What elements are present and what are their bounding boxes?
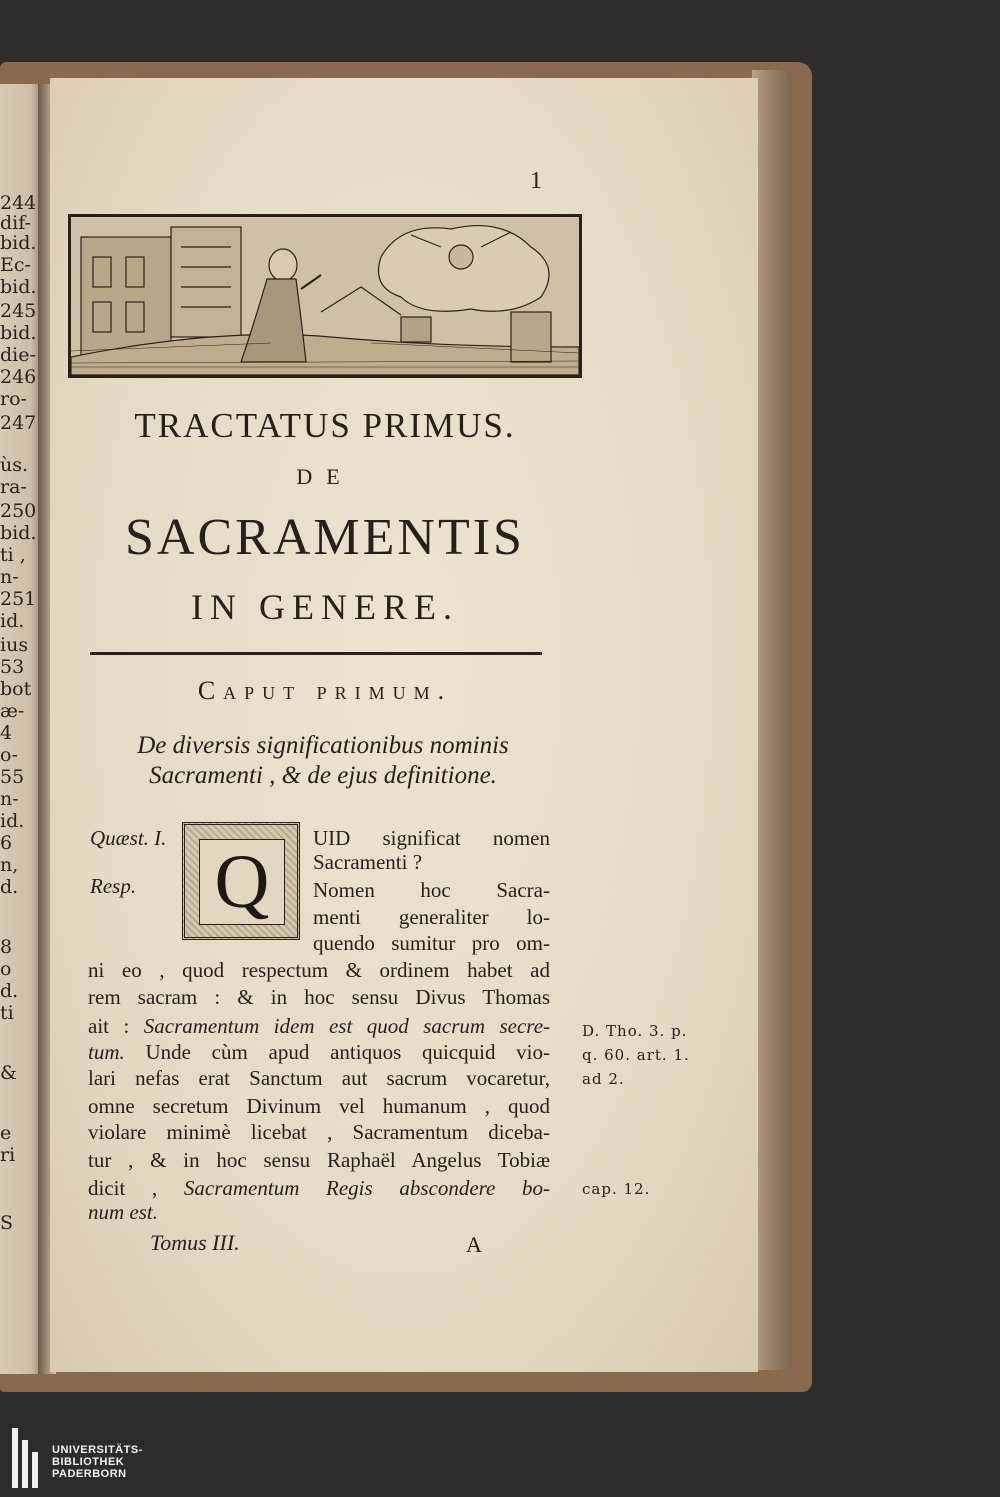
left-page-fragment-text: Ec- xyxy=(0,254,31,276)
left-page-fragment-text: S xyxy=(0,1212,14,1234)
initial-letter: Q xyxy=(214,840,270,924)
body-line: tur , & in hoc sensu Raphaël Angelus Tobiæ xyxy=(88,1148,550,1172)
library-name-line-3: PADERBORN xyxy=(52,1468,127,1480)
left-page-fragment-text: die- xyxy=(0,344,36,366)
library-footer-bar xyxy=(0,1420,1000,1497)
left-page-fragment-text: ra- xyxy=(0,476,27,498)
left-page-fragment-text: ti , xyxy=(0,544,26,566)
left-page-fragment-text: 55 xyxy=(0,766,25,788)
left-page-fragment-text: 245 xyxy=(0,300,37,322)
margin-note: D. Tho. 3. p. xyxy=(582,1022,688,1040)
chapter-subtitle-line-2: Sacramenti , & de ejus definitione. xyxy=(149,762,497,789)
left-page-fragment-text: o xyxy=(0,958,12,980)
left-page-fragment-text: e xyxy=(0,1122,12,1144)
body-line: dicit , Sacramentum Regis abscondere bo- xyxy=(88,1176,551,1200)
left-page-fragment-text: 6 xyxy=(0,832,13,854)
body-line: violare minimè licebat , Sacramentum diceba- xyxy=(88,1120,550,1144)
body-line: rem sacram : & in hoc sensu Divus Thomas xyxy=(88,985,550,1009)
left-page-fragment-text: 4 xyxy=(0,722,13,744)
library-name xyxy=(52,1444,143,1480)
body-line: quendo sumitur pro om- xyxy=(313,931,550,955)
footer-volume: Tomus III. xyxy=(150,1230,240,1255)
footer-signature: A xyxy=(466,1232,482,1257)
woodcut-scene-icon xyxy=(71,217,579,375)
body-line: lari nefas erat Sanctum aut sacrum vocaretur, xyxy=(88,1066,550,1090)
responsio-label: Resp. xyxy=(90,874,137,898)
woodcut-illustration xyxy=(68,214,582,378)
left-page-fragment-text: n, xyxy=(0,854,19,876)
chapter-subtitle-line-1: De diversis significationibus nominis xyxy=(137,732,509,759)
left-page-fragment-text: d. xyxy=(0,876,19,898)
body-line: ait : Sacramentum idem est quod sacrum secre- xyxy=(88,1014,551,1038)
left-page-fragment-text: & xyxy=(0,1062,17,1084)
body-line: num est. xyxy=(88,1200,158,1224)
chapter-heading: Caput primum. xyxy=(197,676,453,705)
left-page-fragment-text: bid. xyxy=(0,232,37,254)
left-page-fragment-text: 246 xyxy=(0,366,37,388)
body-line: UID significat nomen xyxy=(313,826,550,850)
title-line-4: IN GENERE. xyxy=(191,587,459,627)
left-page-fragment-text: 250 xyxy=(0,500,37,522)
decorated-initial xyxy=(182,822,300,940)
left-page-fragment-text: id. xyxy=(0,810,25,832)
body-line: menti generaliter lo- xyxy=(313,905,550,929)
left-page-fragment-text: ro- xyxy=(0,388,27,410)
left-page-fragment-text: æ- xyxy=(0,700,25,722)
body-line: Sacramenti ? xyxy=(313,850,423,874)
library-logo-icon xyxy=(12,1428,42,1488)
left-page-fragment-text: n- xyxy=(0,788,19,810)
left-page-fragment-text: ri xyxy=(0,1144,16,1166)
title-line-1: TRACTATUS PRIMUS. xyxy=(134,406,516,445)
left-page-fragment-text: ti xyxy=(0,1002,14,1024)
page-number: 1 xyxy=(530,168,542,194)
left-page-fragment-text: bid. xyxy=(0,522,37,544)
quaestio-label: Quæst. I. xyxy=(90,826,167,850)
margin-note: cap. 12. xyxy=(582,1180,651,1198)
left-page-fragment-text: bid. xyxy=(0,322,37,344)
left-page-fragment-text: bot xyxy=(0,678,32,700)
title-rule xyxy=(90,652,542,655)
body-line: tum. Unde cùm apud antiquos quicquid vio- xyxy=(88,1040,550,1064)
left-page-fragment-text: id. xyxy=(0,610,25,632)
page-edges xyxy=(752,70,792,1370)
left-page-fragment-text: 247 xyxy=(0,412,37,434)
left-page-fragment-text: d. xyxy=(0,980,19,1002)
body-line: omne secretum Divinum vel humanum , quod xyxy=(88,1094,550,1118)
left-page-fragment-text: bid. xyxy=(0,276,37,298)
left-page-fragment-text: 244 xyxy=(0,192,37,214)
left-page-fragment-text: 251 xyxy=(0,588,37,610)
left-page-fragment-text: ùs. xyxy=(0,454,29,476)
left-page-fragment-text: 53 xyxy=(0,656,25,678)
margin-note: ad 2. xyxy=(582,1070,625,1088)
initial-frame xyxy=(199,839,285,925)
left-page-fragment-text: 8 xyxy=(0,936,13,958)
left-page-fragment-text: n- xyxy=(0,566,19,588)
library-name-line-2: BIBLIOTHEK xyxy=(52,1456,125,1468)
body-line: ni eo , quod respectum & ordinem habet ad xyxy=(88,958,550,982)
library-name-line-1: UNIVERSITÄTS- xyxy=(52,1444,143,1456)
title-line-2: DE xyxy=(296,464,354,489)
left-page-fragment-text: ius xyxy=(0,634,29,656)
left-page-fragment-text: dif- xyxy=(0,212,32,234)
margin-note: q. 60. art. 1. xyxy=(582,1046,690,1064)
left-page-fragment-text: o- xyxy=(0,744,18,766)
body-line: Nomen hoc Sacra- xyxy=(313,878,550,902)
title-line-3: SACRAMENTIS xyxy=(125,509,525,566)
